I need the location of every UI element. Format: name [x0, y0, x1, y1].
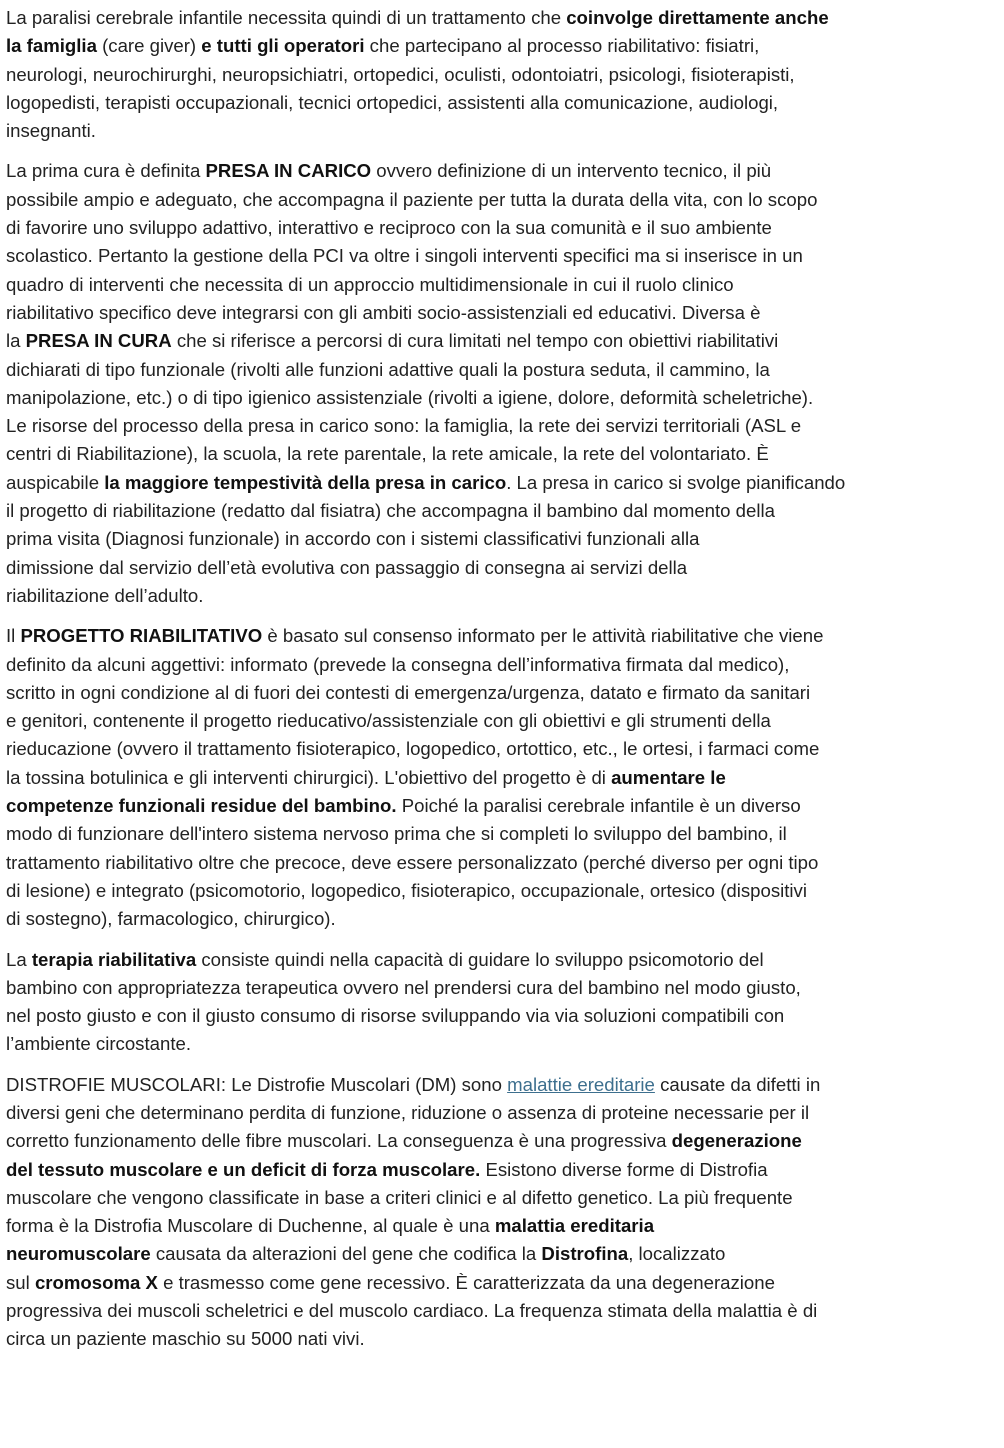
text-run: e trasmesso come gene recessivo. È caratterizzata da una degenerazione progressiva dei muscoli scheletrici e del muscolo cardiaco. La frequenza stimata della malattia è di circa un paziente maschio su 5000 nati vivi.	[6, 1271, 818, 1350]
text-run: Il	[6, 625, 21, 647]
text-run: ovvero definizione di un intervento tecnico, il più possibile ampio e adeguato, che accompagna il paziente per tutta la durata della vita, con lo scopo di favorire uno sviluppo adattivo, interattivo e reciproco con la sua comunità e il suo ambiente scolastico. Pertanto la gestione della PCI va oltre i singoli interventi specifici ma si inserisce in un quadro di interventi che necessita di un approccio multidimensionale in cui il ruolo clinico riabilitativo specifico deve integrarsi con gli ambiti socio-assistenziali ed educativi. Diversa è la	[6, 160, 818, 352]
text-run: La	[6, 948, 32, 970]
text-run: causate da difetti in diversi geni che determinano perdita di funzione, riduzione o assenza di proteine necessarie per il corretto funzionamento delle fibre muscolari. La conseguenza è una progressiva	[6, 1073, 821, 1152]
text-run: La paralisi cerebrale infantile necessita quindi di un trattamento che	[6, 7, 567, 28]
paragraph-presa-in-carico	[6, 157, 966, 610]
text-run: consiste quindi nella capacità di guidare lo sviluppo psicomotorio del bambino con appropriatezza terapeutica ovvero nel prendersi cura del bambino nel modo giusto, nel posto giusto e con il giusto consumo di risorse sviluppando via via soluzioni compatibili con l’ambiente circostante.	[6, 948, 801, 1055]
text-run: . La presa in carico si svolge pianificando il progetto di riabilitazione (redatto dal fisiatra) che accompagna il bambino dal momento della prima visita (Diagnosi funzionale) in accordo con i sistemi classificativi funzionali alla dimissione dal servizio dell’età evolutiva con passaggio di consegna ai servizi della riabilitazione dell’adulto.	[6, 471, 846, 606]
paragraph-care-team	[6, 4, 966, 145]
bold-text: cromosoma X	[34, 1271, 158, 1293]
text-run: DISTROFIE MUSCOLARI: Le Distrofie Muscolari (DM) sono	[6, 1073, 508, 1095]
text-run: La prima cura è definita	[6, 160, 206, 182]
bold-text: malattia ereditaria neuromuscolare	[6, 1215, 655, 1265]
bold-text: aumentare le competenze funzionali residue del bambino.	[6, 766, 726, 817]
document-body	[6, 4, 966, 1366]
paragraph-progetto-riabilitativo	[6, 622, 966, 933]
bold-text: e tutti gli operatori	[201, 35, 365, 57]
bold-text: la maggiore tempestività della presa in carico	[104, 471, 507, 493]
text-run: Poiché la paralisi cerebrale infantile è un diverso modo di funzionare dell'intero sistema nervoso prima che si completi lo sviluppo del bambino, il trattamento riabilitativo oltre che precoce, deve essere personalizzato (perché diverso per ogni tipo di lesione) e integrato (psicomotorio, logopedico, fisioterapico, occupazionale, ortesico (dispositivi di sostegno), farmacologico, chirurgico).	[6, 795, 819, 930]
text-run: è basato sul consenso informato per le attività riabilitative che viene definito da alcuni aggettivi: informato (prevede la consegna dell’informativa firmata dal medico), scritto in ogni condizione al di fuori dei contesti di emergenza/urgenza, datato e firmato da sanitari e genitori, contenente il progetto rieducativo/assistenziale con gli obiettivi e gli strumenti della rieducazione (ovvero il trattamento fisioterapico, logopedico, ortottico, etc., le ortesi, i farmaci come la tossina botulinica e gli interventi chirurgici). L'obiettivo del progetto è di	[6, 625, 824, 788]
text-run: (care giver)	[96, 35, 202, 57]
text-run: causata da alterazioni del gene che codifica la	[150, 1243, 542, 1265]
bold-text: terapia riabilitativa	[31, 948, 197, 970]
text-run: Esistono diverse forme di Distrofia muscolare che vengono classificate in base a criteri clinici e al difetto genetico. La più frequente forma è la Distrofia Muscolare di Duchenne, al quale è una	[6, 1158, 793, 1237]
bold-text: PRESA IN CARICO	[205, 160, 372, 182]
text-run: , localizzato sul	[6, 1243, 726, 1293]
text-run: che partecipano al processo riabilitativo: fisiatri, neurologi, neurochirurghi, neuropsichiatri, ortopedici, oculisti, odontoiatri, psicologi, fisioterapisti, logopedisti, terapisti occupazionali, tecnici ortopedici, assistenti alla comunicazione, audiologi, insegnanti.	[6, 35, 795, 142]
bold-text: PRESA IN CURA	[25, 330, 172, 352]
bold-text: Distrofina	[541, 1243, 629, 1265]
text-run: che si riferisce a percorsi di cura limitati nel tempo con obiettivi riabilitativi dichiarati di tipo funzionale (rivolti alle funzioni adattive quali la postura seduta, il cammino, la manipolazione, etc.) o di tipo igienico assistenziale (rivolti a igiene, dolore, deformità scheletriche). Le risorse del processo della presa in carico sono: la famiglia, la rete dei servizi territoriali (ASL e centri di Riabilitazione), la scuola, la rete parentale, la rete amicale, la rete del volontariato. È auspicabile	[6, 330, 814, 493]
link-malattie-ereditarie[interactable]: malattie ereditarie	[507, 1073, 655, 1095]
bold-text: PROGETTO RIABILITATIVO	[20, 625, 263, 647]
paragraph-distrofie-muscolari	[6, 1071, 966, 1354]
paragraph-terapia-riabilitativa	[6, 946, 966, 1059]
bold-text: coinvolge direttamente anche la famiglia	[6, 7, 829, 57]
bold-text: degenerazione del tessuto muscolare e un deficit di forza muscolare.	[6, 1130, 802, 1180]
